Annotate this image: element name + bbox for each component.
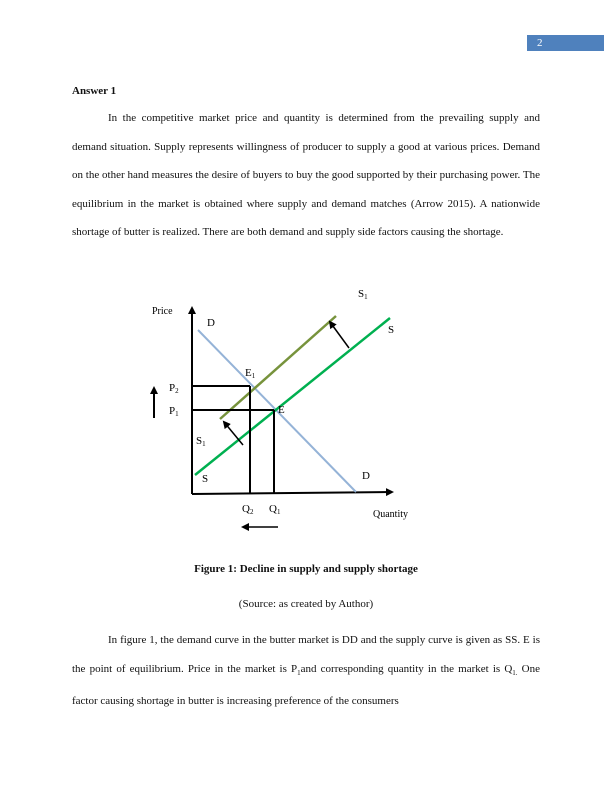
paragraph-2-part2: and corresponding quantity in the market is Q — [300, 662, 513, 675]
quantity-axis-label: Quantity — [373, 509, 408, 520]
equilibrium-label: E — [278, 404, 285, 416]
paragraph-1 — [72, 104, 540, 247]
paragraph-2 — [72, 626, 540, 716]
supply-shift-arrow-bottom — [224, 422, 243, 445]
paragraph-2-sub1: 1 — [297, 668, 301, 677]
price-axis-label: Price — [152, 306, 173, 317]
figure-caption: Figure 1: Decline in supply and supply shortage — [194, 563, 418, 575]
q1-label: Q1 — [269, 503, 281, 516]
paragraph-1-text: In the competitive market price and quantity is determined from the prevailing supply and demand situation. Supply represents willingness of producer to supply a good at various prices. Demand on the other hand measures the desire of buyers to buy the good supported by their purchasing power. The equilibrium in the market is obtained where supply and demand matches (Arrow 2015). A nationwide shortage of butter is realized. There are both demand and supply side factors causing the shortage. — [72, 112, 540, 239]
quantity-axis-line — [192, 492, 392, 494]
section-heading: Answer 1 — [72, 85, 117, 97]
equilibrium-new-label: E1 — [245, 367, 256, 380]
p1-label: P1 — [169, 405, 179, 418]
supply-new-label-top: S1 — [358, 288, 368, 301]
supply-demand-diagram — [140, 282, 440, 550]
supply-label-bottom: S — [202, 473, 209, 485]
supply-curve — [195, 318, 390, 475]
figure-source: (Source: as created by Author) — [238, 598, 374, 610]
demand-label-top: D — [207, 317, 215, 329]
paragraph-2-part1: In figure 1, the demand curve in the butter market is DD and the supply curve is given as SS. E is the point of equilibrium. Price in the market is P — [72, 634, 540, 675]
demand-label-bottom: D — [362, 470, 370, 482]
paragraph-2-sub2: 1. — [512, 668, 518, 677]
paragraph-2-part3: One factor causing shortage in butter is increasing preference of the consumers — [72, 662, 540, 708]
p2-label: P2 — [169, 382, 179, 395]
supply-demand-figure — [140, 282, 440, 550]
supply-new-label-bottom: S1 — [196, 435, 206, 448]
page-number: 2 — [527, 35, 604, 51]
q2-label: Q2 — [242, 503, 254, 516]
paragraph-2-text — [72, 626, 540, 716]
supply-label-top: S — [388, 324, 395, 336]
supply-shift-arrow-top — [330, 322, 349, 348]
